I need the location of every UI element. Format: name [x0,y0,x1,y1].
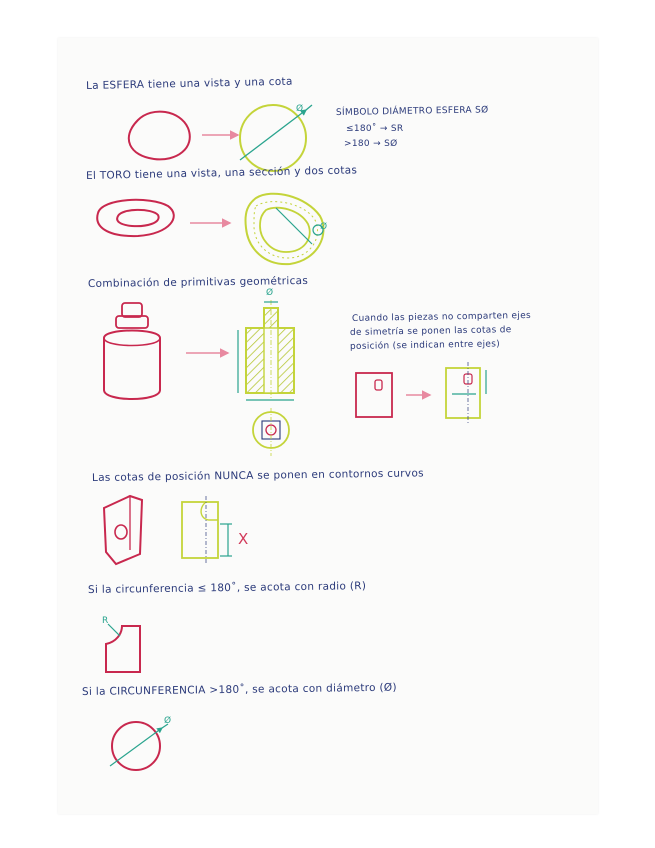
position-red-block-hole [115,525,127,539]
torus-dim-line [276,208,312,244]
sphere-section [129,105,312,171]
esfera-rule-gt: >180 → SØ [344,139,398,149]
diameter-section [110,722,168,770]
diameter-dim-label: Ø [164,716,172,726]
position-yellow-plate [182,502,218,558]
toro-heading: El TORO tiene una vista, una sección y dos cotas [85,164,358,182]
position-wrong-mark: X [238,530,249,548]
can-body-top-ellipse [104,338,160,346]
sphere-diameter-ext [306,105,312,110]
position-red-block [104,496,142,564]
radius-heading: Si la circunferencia ≤ 180˚, se acota con radio (R) [87,580,367,596]
can-cap [122,303,142,317]
can-body [104,331,160,400]
position-heading: Las cotas de posición NUNCA se ponen en contornos curvos [91,467,424,484]
esfera-heading: La ESFERA tiene una vista y una cota [85,75,293,92]
combo-note-line3: posición (se indican entre ejes) [349,339,501,352]
torus-inner-sketch [117,210,158,226]
combo-dim-label: Ø [266,288,274,298]
esfera-rule-le: ≤180˚ → SR [346,124,404,134]
position-section [104,496,232,564]
diameter-heading: Si la CIRCUNFERENCIA >180˚, se acota con diámetro (Ø) [81,681,397,698]
radius-section [106,624,140,672]
torus-section [97,194,323,264]
radius-shape [106,626,140,672]
toro-dim-label: Ø [320,222,328,232]
note-yellow-plate [446,368,480,418]
torus-inner-dimensioned [260,208,310,252]
radius-dim-line [108,624,120,636]
combo-note-line2: de simetría se ponen las cotas de [349,325,512,338]
diameter-circle [112,722,160,770]
note-red-plate [356,373,392,417]
esfera-dim-label: Ø [296,104,304,114]
sphere-dimensioned [240,105,306,171]
esfera-symbol-title: SÍMBOLO DIÁMETRO ESFERA SØ [335,105,489,118]
combination-section [104,300,486,456]
sphere-diameter-line [240,110,306,160]
torus-outer-sketch [97,200,174,236]
notebook-page [58,38,598,814]
combo-heading: Combinación de primitivas geométricas [87,274,309,290]
radius-dim-label: R [102,616,109,626]
note-red-plate-hole [375,380,382,390]
torus-section-ring [254,202,318,258]
torus-outer-dimensioned [245,194,323,264]
drawing-canvas [58,38,598,814]
position-yellow-curve [201,502,218,520]
combo-note-line1: Cuando las piezas no comparten ejes [351,310,532,324]
sphere-sketch [129,112,190,160]
